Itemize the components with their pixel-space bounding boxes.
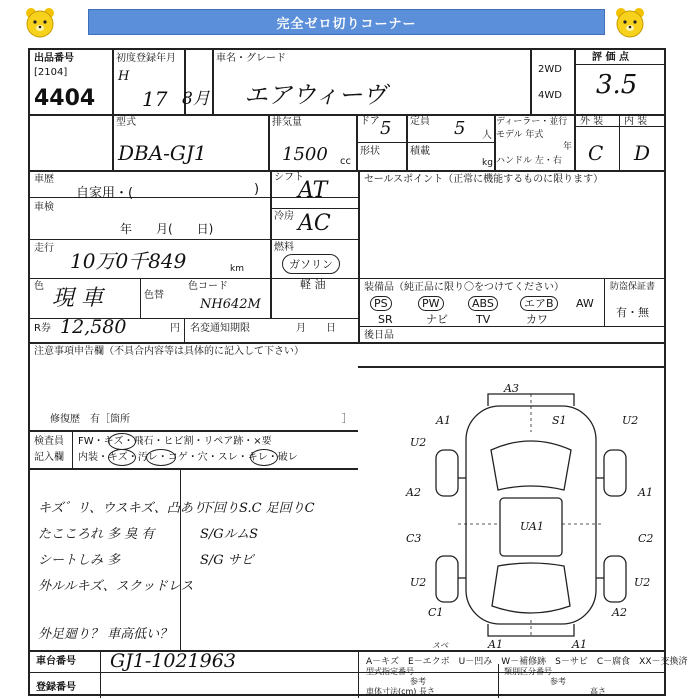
mascot-bear-icon [612, 4, 648, 40]
car-damage-diagram [396, 380, 666, 650]
drive-4wd-label: 4WD [538, 90, 562, 101]
anti-theft-label: 防盗保証書 [610, 282, 656, 292]
equip-navi: ナビ [426, 313, 448, 326]
score-value: 3.5 [596, 70, 638, 100]
circled-interior-scratch [108, 449, 136, 466]
body-length-label: 車体寸法(cm) 長さ [366, 687, 435, 696]
fuel-diesel: 軽 油 [300, 278, 326, 291]
displacement-value: 1500 [282, 144, 328, 165]
color-change-label: 色替 [144, 290, 164, 301]
diagram-label-u2-right: U2 [622, 414, 639, 427]
drive-2wd-label: 2WD [538, 64, 562, 75]
load-label: 積載 [410, 146, 430, 157]
inspector-label: 検査員 [34, 436, 64, 447]
handle-label: ハンドル 左・右 [496, 156, 562, 166]
interior-grade: D [634, 141, 651, 165]
repair-history-close: ］ [342, 414, 352, 425]
model-value: エアウィーヴ [244, 81, 387, 109]
note-right-3: S/G サビ [200, 553, 254, 568]
color-label: 色 [34, 281, 44, 292]
sales-points-label: セールスポイント（正常に機能するものに限ります） [364, 174, 604, 185]
mascot-bear-icon [22, 4, 58, 40]
model-year-label: モデル 年式 [496, 130, 544, 140]
equip-tv: TV [476, 313, 491, 326]
anti-theft-value: 有・無 [616, 306, 649, 319]
entry-label: 記入欄 [34, 452, 64, 463]
capacity-unit: 人 [482, 130, 492, 141]
usage-label: 車歴 [34, 174, 54, 185]
shape-label: 形状 [360, 146, 380, 157]
repair-history-label: 修復歴 有［箇所 [50, 414, 130, 425]
diagram-label-a1-right: A1 [638, 486, 653, 499]
note-line-2: たこころれ 多 臭 有 [38, 527, 155, 542]
equip-ps: PS [370, 296, 392, 311]
fuel-label: 燃料 [274, 242, 294, 253]
diagram-label-sube: スベ [432, 641, 448, 650]
diagram-label-c2: C2 [638, 532, 654, 545]
equip-airbag: エアB [520, 296, 558, 311]
first-registration-year: 17 [142, 87, 168, 111]
shift-value: AT [298, 178, 328, 203]
lot-sub-code: [2104] [34, 67, 68, 78]
reference-label-right: 参考 [550, 677, 566, 686]
color-value: 現 車 [52, 286, 103, 311]
equip-sr: SR [378, 313, 393, 326]
type-designation-label: 型式指定番号 [366, 667, 414, 676]
type-label: 型式 [116, 117, 136, 128]
exterior-grade: C [588, 141, 604, 165]
capacity-value: 5 [454, 118, 466, 139]
first-registration-month: 8月 [182, 89, 210, 109]
equip-pw: PW [418, 296, 444, 311]
equip-abs: ABS [468, 296, 498, 311]
lot-number-label: 出品番号 [34, 53, 74, 64]
reference-label-left: 参考 [410, 677, 426, 686]
inspector-items: FW・キズ・飛石・ヒビ割・リペア跡・×要 [78, 436, 272, 447]
shift-label: シフト [274, 172, 304, 183]
usage-value: 自家用・( [76, 186, 134, 201]
model-year-unit: 年 [563, 142, 573, 152]
chassis-number: GJ1-1021963 [110, 650, 236, 672]
note-right-2: S/GルムS [200, 527, 259, 542]
type-value: DBA-GJ1 [118, 141, 207, 165]
usage-close: ) [254, 182, 260, 197]
diagram-label-ua1: UA1 [520, 520, 544, 533]
ac-label: 冷房 [274, 211, 294, 222]
dealer-label: ディーラー・並行 [496, 117, 568, 127]
name-change-label: 名変通知期限 [190, 323, 250, 334]
ac-value: AC [298, 211, 331, 236]
color-code-label: 色コード [188, 281, 228, 292]
mileage-label: 走行 [34, 243, 54, 254]
first-registration-era: H [118, 69, 130, 84]
score-label: 評 価 点 [592, 52, 629, 63]
diagram-label-a1-left: A1 [436, 414, 451, 427]
mileage-value: 10万0千849 [70, 249, 187, 273]
recycle-unit: 円 [170, 323, 180, 334]
circled-wear [250, 449, 278, 466]
diagram-label-c1: C1 [428, 606, 444, 619]
diagram-label-a2-right: A2 [612, 606, 627, 619]
entry-items: 内装・キズ・汚レ・コゲ・穴・スレ・キレ・破レ [78, 452, 298, 463]
lot-number: 4404 [34, 86, 96, 111]
mileage-unit: km [230, 264, 244, 274]
chassis-label: 車台番号 [36, 656, 76, 667]
category-number-label: 類別区分番号 [504, 667, 552, 676]
color-code-value: NH642M [200, 297, 261, 312]
attachment-label: 後日品 [364, 330, 394, 341]
declaration-label: 注意事項申告欄（不具合内容等は具体的に記入して下さい） [34, 346, 304, 357]
diagram-label-c3: C3 [406, 532, 422, 545]
diagram-label-u2-rear-right: U2 [634, 576, 651, 589]
recycle-value: 12,580 [60, 316, 127, 338]
capacity-label: 定員 [410, 116, 430, 127]
exterior-label: 外 装 [580, 116, 604, 127]
note-line-4: 外ルルキズ、スクッドレス [38, 579, 194, 594]
body-height-label: 高さ [590, 687, 606, 696]
inspection-label: 車検 [34, 202, 54, 213]
auction-sheet [28, 48, 688, 696]
note-right-1: 下回りS.C 足回りC [200, 501, 315, 516]
banner-title: 完全ゼロ切りコーナー [88, 9, 605, 35]
note-line-5: 外足廻り？ 車高低い？ [38, 627, 173, 642]
diagram-label-u2-left: U2 [410, 436, 427, 449]
diagram-label-a1-rear-right: A1 [572, 638, 587, 650]
registration-label: 登録番号 [36, 682, 76, 693]
model-label: 車名・グレード [216, 53, 286, 64]
circled-dirt [146, 449, 176, 466]
diagram-label-a2-left: A2 [406, 486, 421, 499]
fuel-gasoline: ガソリン [282, 254, 340, 274]
note-line-1: キズ゛リ、ウスキズ、凸あり [38, 501, 206, 516]
displacement-label: 排気量 [272, 117, 302, 128]
top-banner [0, 0, 700, 44]
interior-label: 内 装 [624, 116, 648, 127]
damage-legend: A－キズ E－エクボ U－凹み W－補修跡 S－サビ C－腐食 XX－交換済 [366, 657, 688, 667]
name-change-value: 月 日 [296, 323, 336, 334]
displacement-unit: cc [340, 156, 351, 167]
note-line-3: シートしみ 多 [38, 553, 121, 568]
equipment-label: 装備品（純正品に限り〇をつけてください） [364, 282, 564, 293]
circled-scratch [108, 433, 136, 450]
doors-label: ドア [360, 116, 380, 127]
diagram-label-s1: S1 [552, 414, 567, 427]
equip-leather: カワ [526, 313, 548, 326]
first-registration-label: 初度登録年月 [116, 53, 176, 64]
diagram-label-u2-rear-left: U2 [410, 576, 427, 589]
equip-aw: AW [576, 297, 594, 310]
inspection-value: 年 月( 日) [120, 222, 214, 236]
load-unit: kg [482, 158, 493, 168]
diagram-label-a1-rear: A1 [488, 638, 503, 650]
doors-value: 5 [380, 118, 392, 139]
diagram-label-a3: A3 [504, 382, 519, 395]
recycle-label: R券 [34, 323, 51, 334]
